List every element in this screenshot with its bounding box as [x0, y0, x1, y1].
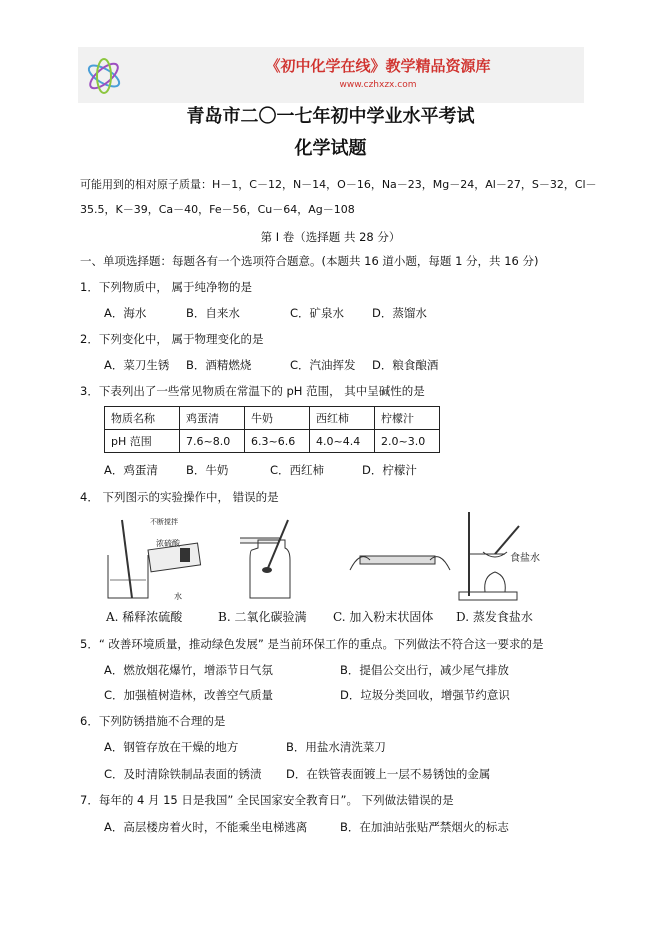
figure-label: 食盐水 — [510, 553, 540, 564]
q6-option: C．及时清除铁制品表面的锈渍 — [104, 767, 262, 781]
q6-option: D．在铁管表面镀上一层不易锈蚀的金属 — [286, 767, 491, 781]
table-cell: 物质名称 — [105, 407, 180, 430]
q4-stem: 4． 下列图示的实验操作中， 错误的是 — [80, 490, 279, 504]
co2-test-illustration — [240, 510, 350, 602]
section-heading: 一、单项选择题：每题各有一个选项符合题意。(本题共 16 道小题，每题 1 分，共 16 分) — [80, 254, 539, 268]
figure-label: 水 — [174, 592, 182, 601]
q3-option: C．西红柿 — [270, 463, 325, 477]
q2-option: A．菜刀生锈 — [104, 358, 170, 372]
table-cell: 4.0~4.4 — [310, 430, 375, 453]
table-cell: 2.0~3.0 — [375, 430, 440, 453]
atomic-mass-line-1: 可能用到的相对原子质量：H－1，C－12，N－14，O－16，Na－23，Mg－24，Al－27，S－32，Cl－ — [80, 178, 597, 191]
q3-option: D．柠檬汁 — [362, 463, 417, 477]
figure-label: 不断搅拌 — [150, 518, 178, 526]
table-cell: 柠檬汁 — [375, 407, 440, 430]
q7-stem: 7．每年的 4 月 15 日是我国” 全民国家安全教育日”。 下列做法错误的是 — [80, 793, 454, 807]
q6-option: B．用盐水清洗菜刀 — [286, 740, 386, 754]
q4-option: D. 蒸发食盐水 — [456, 610, 533, 624]
part-heading: 第 I 卷（选择题 共 28 分） — [260, 230, 401, 244]
table-cell: 7.6~8.0 — [180, 430, 245, 453]
q5-option: B．提倡公交出行，减少尾气排放 — [340, 663, 509, 677]
banner-url: www.czhxzx.com — [339, 80, 417, 90]
q5-stem: 5．“ 改善环境质量，推动绿色发展” 是当前环保工作的重点。下列做法不符合这一要求的是 — [80, 637, 544, 651]
q1-option: D．蒸馏水 — [372, 306, 427, 320]
q7-option: A．高层楼房着火时，不能乘坐电梯逃离 — [104, 820, 308, 834]
q4-option: C. 加入粉末状固体 — [333, 610, 434, 624]
q3-option: A．鸡蛋清 — [104, 463, 158, 477]
q1-stem: 1．下列物质中， 属于纯净物的是 — [80, 280, 252, 294]
q4-option: B. 二氧化碳验满 — [218, 610, 307, 624]
table-row — [105, 407, 440, 430]
q5-option: D．垃圾分类回收，增强节约意识 — [340, 688, 510, 702]
atomic-mass-line-2: 35.5，K－39，Ca－40，Fe－56，Cu－64，Ag－108 — [80, 203, 355, 216]
ph-table — [104, 406, 440, 453]
add-powder-illustration — [345, 510, 455, 602]
q7-option: B．在加油站张贴严禁烟火的标志 — [340, 820, 509, 834]
exam-title: 青岛市二〇一七年初中学业水平考试 — [186, 106, 475, 127]
table-cell: 牛奶 — [245, 407, 310, 430]
banner-title: 《初中化学在线》教学精品资源库 — [265, 57, 491, 75]
q2-option: C．汽油挥发 — [290, 358, 356, 372]
header-banner — [78, 47, 584, 103]
exam-subtitle: 化学试题 — [294, 138, 367, 159]
atom-logo-icon — [84, 55, 124, 97]
q6-option: A．钢管存放在干燥的地方 — [104, 740, 239, 754]
q1-option: A．海水 — [104, 306, 147, 320]
table-cell: 6.3~6.6 — [245, 430, 310, 453]
table-cell: pH 范围 — [105, 430, 180, 453]
q2-option: B．酒精燃烧 — [186, 358, 252, 372]
q2-option: D．粮食酿酒 — [372, 358, 439, 372]
q2-stem: 2．下列变化中， 属于物理变化的是 — [80, 332, 264, 346]
q3-stem: 3．下表列出了一些常见物质在常温下的 pH 范围， 其中呈碱性的是 — [80, 384, 425, 398]
table-cell: 西红柿 — [310, 407, 375, 430]
q4-option: A. 稀释浓硫酸 — [106, 610, 183, 624]
q5-option: C．加强植树造林，改善空气质量 — [104, 688, 274, 702]
q1-option: B．自来水 — [186, 306, 240, 320]
table-row — [105, 430, 440, 453]
q3-option: B．牛奶 — [186, 463, 229, 477]
q1-option: C．矿泉水 — [290, 306, 345, 320]
q5-option: A．燃放烟花爆竹，增添节日气氛 — [104, 663, 273, 677]
table-cell: 鸡蛋清 — [180, 407, 245, 430]
figure-label: 浓硫酸 — [156, 539, 180, 548]
q6-stem: 6．下列防锈措施不合理的是 — [80, 714, 226, 728]
